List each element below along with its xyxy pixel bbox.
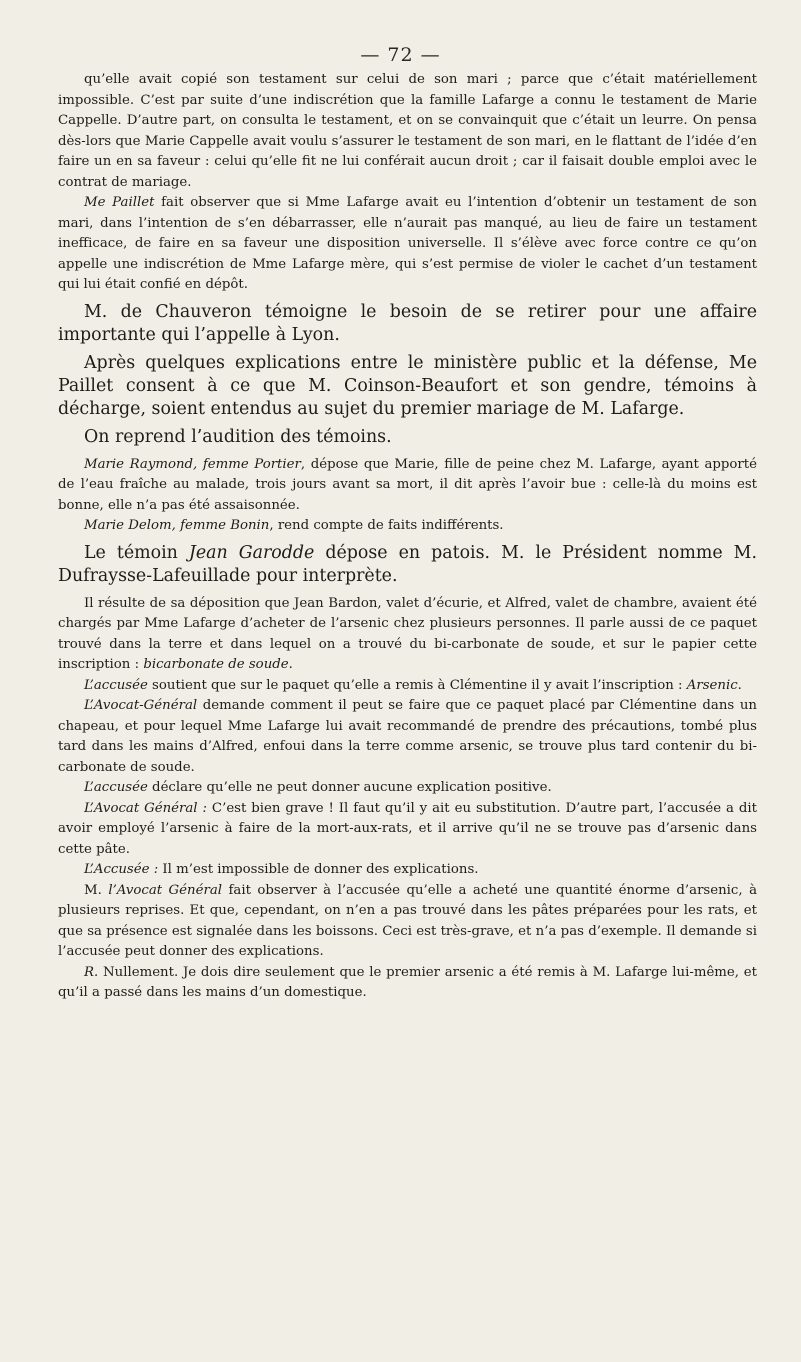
text-span: C’est bien grave ! Il faut qu’il y ait eu substitution. D’autre part, l’accusée a dit avoir employé l’arsenic à faire de la mort-aux-rats, et il arrive qu’il ne se trouve pas d’arsenic dans cette pâte. (58, 800, 758, 857)
italic-text-span: bicarbonate de soude (143, 657, 289, 672)
italic-text-span: L’Accusée : (84, 862, 159, 877)
body-paragraph (58, 881, 757, 963)
text-span: . (737, 677, 742, 693)
text-span: Nullement. Je dois dire seulement que le premier arsenic a été remis à M. Lafarge lui-même, et qu’il a passé dans les mains d’un domestique. (58, 964, 757, 1000)
italic-text-span: R. (84, 964, 99, 980)
italic-text-span: L’accusée (84, 677, 148, 693)
body-paragraph (58, 799, 757, 861)
italic-text-span: Jean Garodde (188, 542, 315, 563)
text-span: déclare qu’elle ne peut donner aucune explication positive. (147, 780, 552, 795)
italic-text-span: Me Paillet (84, 195, 155, 210)
text-span: Le témoin (84, 542, 189, 563)
body-paragraph (58, 594, 757, 676)
italic-text-span: Marie Raymond, femme Portier (84, 456, 301, 472)
italic-text-span: l’Avocat Général (108, 882, 223, 898)
text-span: qu’elle avait copié son testament sur celui de son mari ; parce que c’était matériellement impossible. C’est par suite d’une indiscrétion que la famille Lafarge a connu le testament de Marie Cappelle. D’autre part, on consulta le testament, et on se convainquit que c’était un leurre. On pensa dès-lors que Marie Cappelle avait voulu s’assurer le testament de son mari, en le flattant de l’idée d’en faire un en sa faveur : celui qu’elle fit ne lui conférait aucun droit ; car il faisait double emploi avec le contrat de mariage. (58, 72, 757, 190)
italic-text-span: Arsenic (686, 677, 738, 693)
body-paragraph (58, 860, 757, 881)
body-paragraph (58, 778, 757, 799)
text-span: fait observer à l’accusée qu’elle a acheté une quantité énorme d’arsenic, à plusieurs reprises. Et que, cependant, on n’en a pas trouvé dans les pâtes préparées pour les rats, et que sa présence est signalée dans les boissons. Ceci est très-grave, et n’a pas d’exemple. Il demande si l’accusée peut donner des explications. (58, 882, 758, 959)
italic-text-span: L’Avocat-Général (84, 698, 198, 713)
text-span: , dépose que Marie, fille de peine chez M. Lafarge, ayant apporté de l’eau fraîche au malade, trois jours avant sa mort, il dit après l’avoir bue : celle-là du moins est bonne, elle n’a pas été assaisonnée. (58, 456, 757, 513)
text-span: , rend compte de faits indifférents. (269, 518, 504, 533)
body-paragraph (58, 455, 757, 517)
body-paragraph-large (58, 542, 757, 588)
text-span: M. (84, 882, 109, 898)
italic-text-span: Marie Delom, femme Bonin (84, 518, 270, 533)
body-paragraph (58, 516, 757, 537)
body-paragraph (58, 193, 757, 296)
text-span: soutient que sur le paquet qu’elle a remis à Clémentine il y avait l’inscription : (147, 677, 687, 693)
text-span: Après quelques explications entre le ministère public et la défense, Me Paillet consent à ce que M. Coinson-Beaufort et son gendre, témoins à décharge, soient entendus au sujet du premier mariage de M. Lafarge. (58, 352, 757, 419)
page-number: — 72 — (360, 44, 441, 66)
body-paragraph (58, 676, 757, 697)
italic-text-span: L’accusée (84, 780, 148, 795)
text-span: dépose en patois. M. le Président nomme M. Dufraysse-Lafeuillade pour interprète. (58, 542, 757, 586)
body-paragraph-large (58, 426, 757, 449)
body-paragraph (58, 696, 757, 778)
body-paragraph-large (58, 352, 757, 421)
italic-text-span: L’Avocat Général : (84, 800, 207, 816)
text-span: Il résulte de sa déposition que Jean Bardon, valet d’écurie, et Alfred, valet de chambre, avaient été chargés par Mme Lafarge d’acheter de l’arsenic chez plusieurs personnes. Il parle aussi de ce paquet trouvé dans la terre et dans lequel on a trouvé du bi-carbonate de soude, et sur le papier cette inscription : (58, 595, 757, 672)
text-span: Il m’est impossible de donner des explications. (158, 862, 479, 877)
body-paragraph (58, 963, 757, 1004)
text-span: On reprend l’audition des témoins. (84, 426, 392, 447)
body-paragraph-large (58, 301, 757, 347)
text-span: . (288, 657, 293, 672)
text-span: demande comment il peut se faire que ce paquet placé par Clémentine dans un chapeau, et pour lequel Mme Lafarge lui avait recommandé de prendre des précautions, tombé plus tard dans les mains d’Alfred, enfoui dans la terre comme arsenic, se trouve plus tard contenir du bi-carbonate de soude. (58, 698, 757, 775)
body-paragraph (58, 70, 757, 193)
document-body (58, 70, 757, 1004)
text-span: fait observer que si Mme Lafarge avait eu l’intention d’obtenir un testament de son mari, dans l’intention de s’en débarrasser, elle n’aurait pas manqué, au lieu de faire un testament inefficace, de faire en sa faveur une disposition universelle. Il s’élève avec force contre ce qu’on appelle une indiscrétion de Mme Lafarge mère, qui s’est permise de violer le cachet d’un testament qui lui était confié en dépôt. (58, 195, 757, 292)
text-span: M. de Chauveron témoigne le besoin de se retirer pour une affaire importante qui l’appelle à Lyon. (58, 301, 757, 345)
